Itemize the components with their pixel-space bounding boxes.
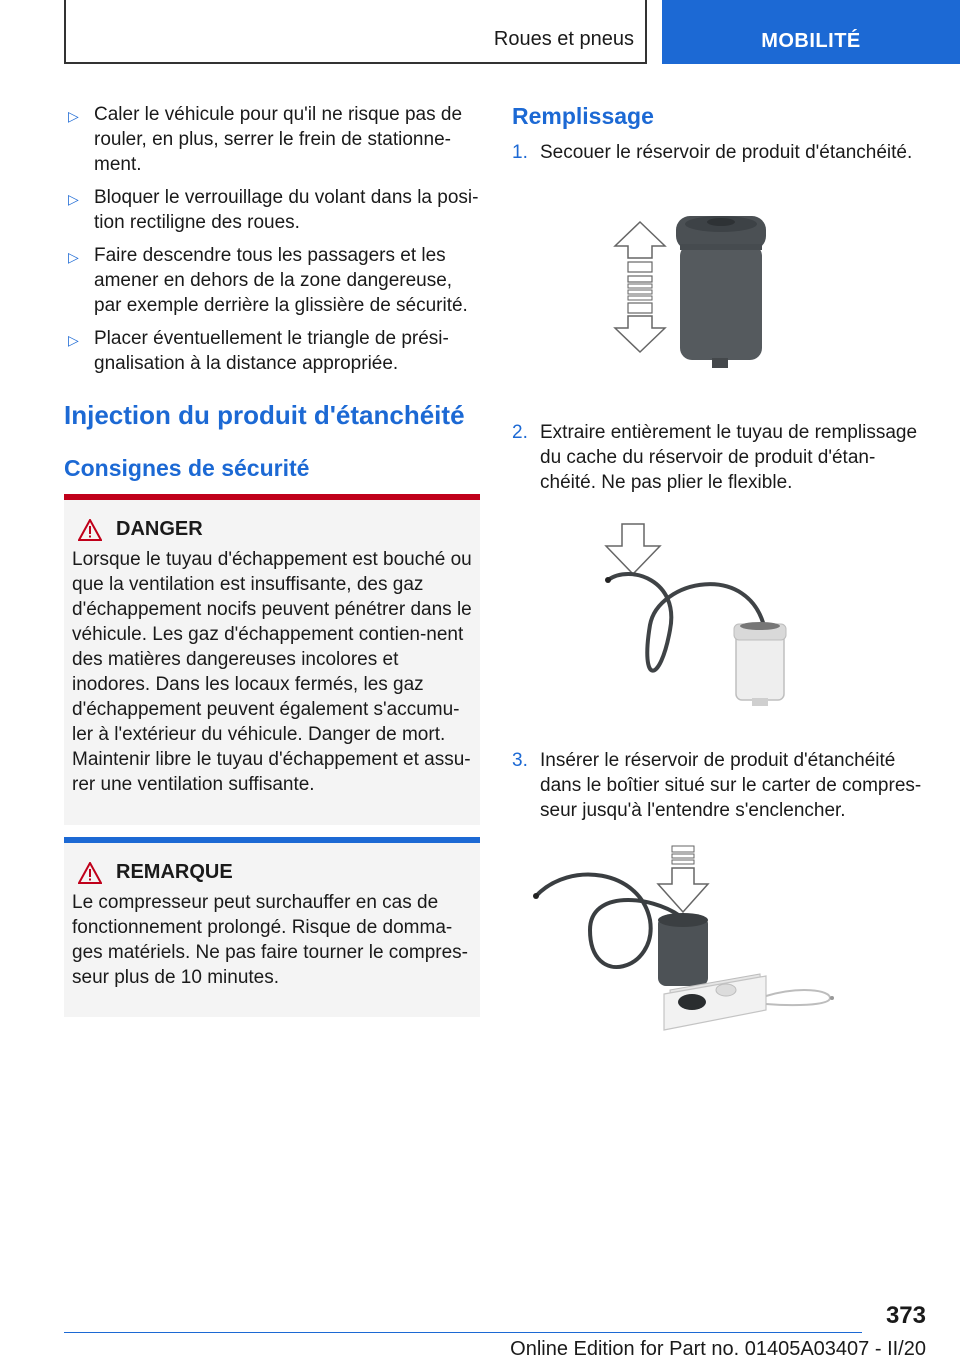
triangle-bullet-icon: ▷	[68, 249, 79, 265]
footer-edition: Online Edition for Part no. 01405A03407 - II/20	[510, 1338, 926, 1360]
triangle-bullet-icon: ▷	[68, 108, 79, 124]
step-item	[512, 420, 924, 495]
note-box	[64, 837, 480, 1017]
section-heading: Injection du produit d'étanchéité	[64, 400, 465, 430]
step-text: Secouer le réservoir de produit d'étanchéité.	[540, 142, 913, 163]
step-number: 1.	[512, 142, 528, 163]
danger-title: DANGER	[72, 518, 472, 541]
danger-box	[64, 494, 480, 825]
header-chapter-tab: MOBILITÉ	[662, 0, 960, 64]
warning-triangle-icon	[78, 862, 102, 884]
step-item	[512, 140, 924, 165]
step-number: 3.	[512, 750, 528, 771]
shake-bottle-illustration	[600, 200, 780, 370]
note-text: Le compresseur peut surchauffer en cas de fonctionnement prolongé. Risque de domma-ges matériels. Ne pas faire tourner le compres-seur plus de 10 minutes.	[72, 892, 468, 988]
insert-bottle-compressor-illustration	[530, 840, 850, 1060]
footer-divider	[64, 1332, 862, 1333]
list-item: ▷ Placer éventuellement le triangle de prési-gnalisation à la distance appropriée.	[68, 328, 449, 374]
subsection-heading: Consignes de sécurité	[64, 455, 310, 481]
precaution-list	[64, 102, 480, 384]
danger-text: Lorsque le tuyau d'échappement est bouché ou que la ventilation est insuffisante, des gaz d'échappement nocifs peuvent pénétrer dans le véhicule. Les gaz d'échappement contien-nent des matières dangereuses incolores et inodores. Dans les locaux fermés, les gaz d'échappement peuvent également s'accumu-ler à l'extérieur du véhicule. Danger de mort. Maintenir libre le tuyau d'échappement et assu-rer une ventilation suffisante.	[72, 549, 472, 795]
note-title: REMARQUE	[72, 861, 472, 884]
list-item: ▷ Bloquer le verrouillage du volant dans la posi-tion rectiligne des roues.	[68, 187, 479, 233]
step-number: 2.	[512, 422, 528, 443]
header-section-title: Roues et pneus	[493, 28, 634, 50]
step-item	[512, 748, 924, 823]
list-item: ▷ Caler le véhicule pour qu'il ne risque pas de rouler, en plus, serrer le frein de stationne-ment.	[68, 104, 463, 175]
step-text: Insérer le réservoir de produit d'étanchéité dans le boîtier situé sur le carter de compres-seur jusqu'à l'entendre s'enclencher.	[540, 750, 922, 821]
triangle-bullet-icon: ▷	[68, 191, 79, 207]
step-text: Extraire entièrement le tuyau de remplissage du cache du réservoir de produit d'étan-chéité. Ne pas plier le flexible.	[540, 422, 918, 493]
hose-extraction-illustration	[600, 520, 800, 715]
triangle-bullet-icon: ▷	[68, 332, 79, 348]
list-item: ▷ Faire descendre tous les passagers et les amener en dehors de la zone dangereuse, par exemple derrière la glissière de sécurité.	[68, 245, 468, 316]
warning-triangle-icon	[78, 519, 102, 541]
page-number: 373	[885, 1302, 926, 1329]
filling-heading: Remplissage	[512, 103, 654, 129]
